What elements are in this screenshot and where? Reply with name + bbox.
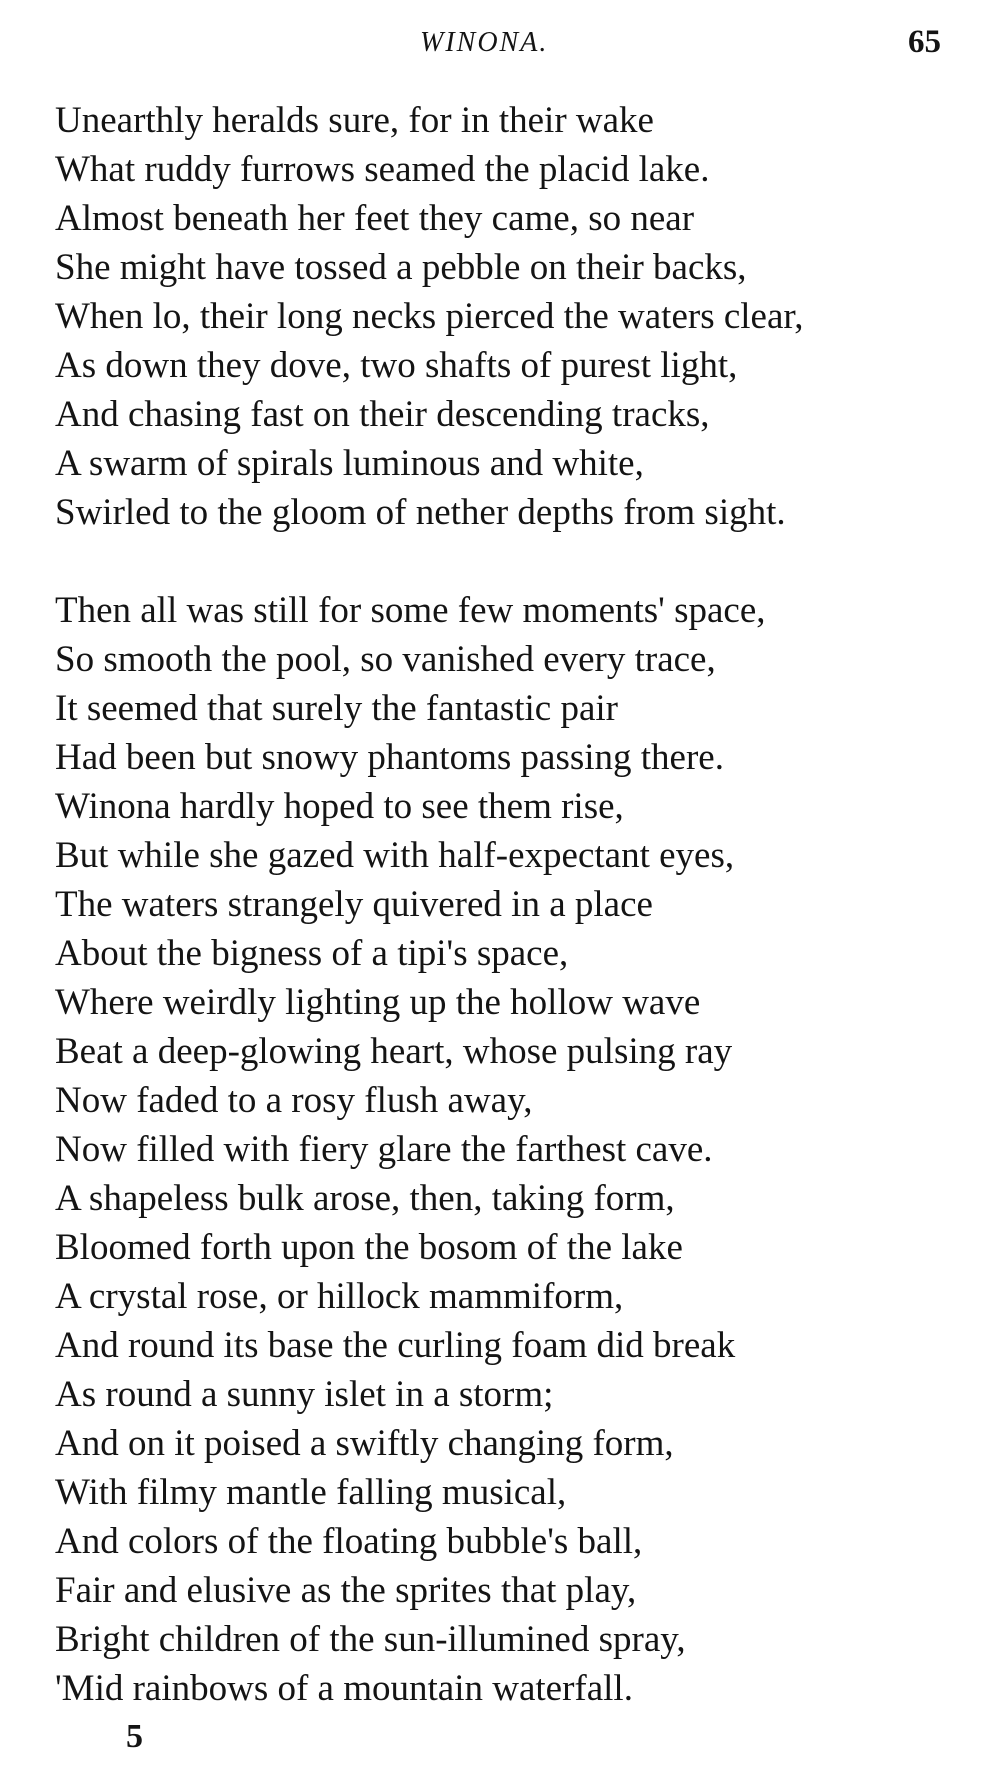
verse-line: So smooth the pool, so vanished every trace, <box>55 639 716 680</box>
verse-line: And chasing fast on their descending tracks, <box>55 394 710 435</box>
verse-line: A swarm of spirals luminous and white, <box>55 443 644 484</box>
verse-line: Bloomed forth upon the bosom of the lake <box>55 1227 683 1268</box>
verse-line: Now filled with fiery glare the farthest cave. <box>55 1129 713 1170</box>
page-number: 65 <box>908 24 941 60</box>
verse-line: A crystal rose, or hillock mammiform, <box>55 1276 624 1317</box>
verse-line: What ruddy furrows seamed the placid lake. <box>55 149 710 190</box>
verse-line: Winona hardly hoped to see them rise, <box>55 786 624 827</box>
verse-line: Where weirdly lighting up the hollow wave <box>55 982 701 1023</box>
verse-line: As down they dove, two shafts of purest light, <box>55 345 738 386</box>
verse-line: A shapeless bulk arose, then, taking form, <box>55 1178 675 1219</box>
verse-line: And round its base the curling foam did break <box>55 1325 736 1366</box>
verse-line: Fair and elusive as the sprites that play, <box>55 1570 637 1611</box>
verse-line: Then all was still for some few moments' space, <box>55 590 766 631</box>
verse-line: About the bigness of a tipi's space, <box>55 933 569 974</box>
verse-line: 'Mid rainbows of a mountain waterfall. <box>55 1668 633 1709</box>
verse-line: Almost beneath her feet they came, so near <box>55 198 695 239</box>
verse-line: The waters strangely quivered in a place <box>55 884 653 925</box>
verse-line: As round a sunny islet in a storm; <box>55 1374 554 1415</box>
running-title: WINONA. <box>420 27 549 58</box>
verse-line: When lo, their long necks pierced the waters clear, <box>55 296 804 337</box>
verse-line: Bright children of the sun-illumined spray, <box>55 1619 686 1660</box>
stanza-1 <box>55 96 955 537</box>
verse-line: Swirled to the gloom of nether depths from sight. <box>55 492 786 533</box>
verse-line: She might have tossed a pebble on their backs, <box>55 247 747 288</box>
verse-line: Unearthly heralds sure, for in their wake <box>55 100 654 141</box>
verse-line: It seemed that surely the fantastic pair <box>55 688 619 729</box>
verse-line: And colors of the floating bubble's ball, <box>55 1521 643 1562</box>
stanza-2 <box>55 586 955 1713</box>
verse-line: And on it poised a swiftly changing form, <box>55 1423 674 1464</box>
verse-line: Now faded to a rosy flush away, <box>55 1080 533 1121</box>
verse-line: But while she gazed with half-expectant eyes, <box>55 835 735 876</box>
running-head <box>0 22 1000 62</box>
verse-line: With filmy mantle falling musical, <box>55 1472 567 1513</box>
verse-line: Beat a deep-glowing heart, whose pulsing ray <box>55 1031 733 1072</box>
signature-mark: 5 <box>126 1718 143 1755</box>
verse-line: Had been but snowy phantoms passing there. <box>55 737 724 778</box>
